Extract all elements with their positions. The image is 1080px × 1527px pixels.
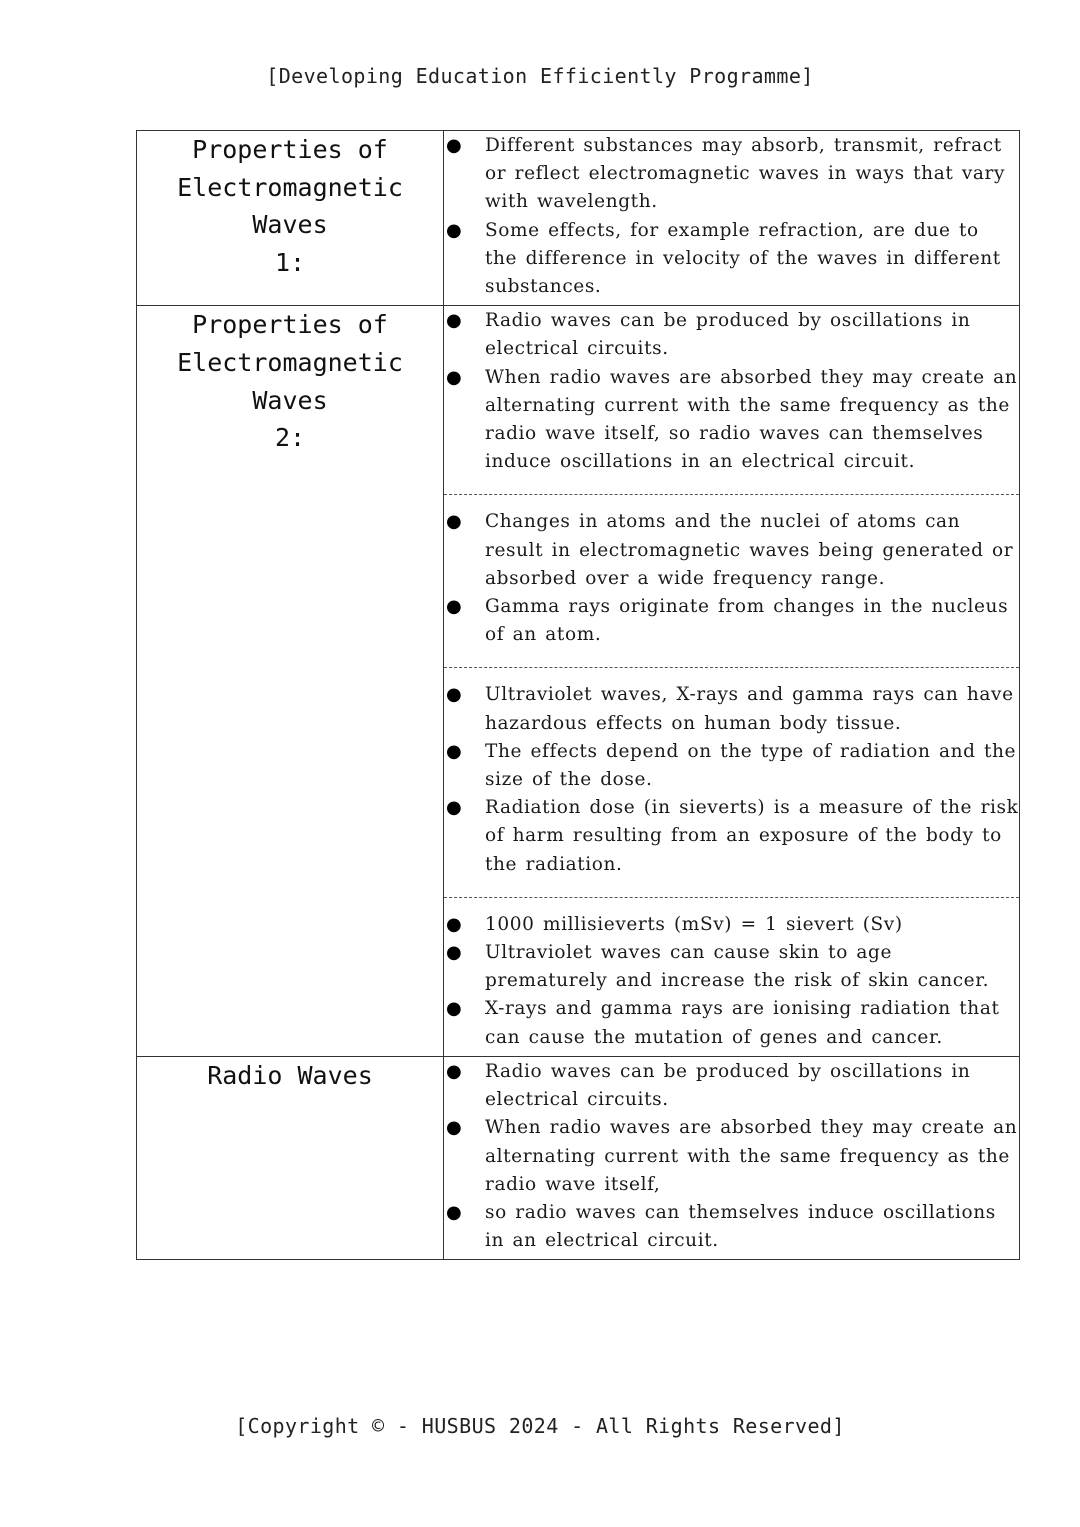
bullet-dot-icon: ● [446, 942, 463, 964]
bullet-text: Radio waves can be produced by oscillations in electrical circuits. [485, 1060, 971, 1111]
bullet-text: Some effects, for example refraction, are due to the difference in velocity of the waves in different substances. [485, 219, 1001, 298]
bullet-text: Changes in atoms and the nuclei of atoms can result in electromagnetic waves being generated or absorbed over a wide frequency range. [485, 511, 1014, 589]
bullet-point [444, 593, 1019, 649]
page-footer: [Copyright © - HUSBUS 2024 - All Rights Reserved] [235, 1414, 845, 1438]
bullet-dot-icon: ● [446, 740, 463, 762]
bullet-dot-icon: ● [446, 135, 463, 156]
topic-title-line: 2: [274, 423, 306, 453]
bullet-point [444, 681, 1019, 737]
bullet-point [444, 1058, 1019, 1114]
bullet-text: The effects depend on the type of radiation and the size of the dose. [485, 740, 1017, 791]
page-header: [Developing Education Efficiently Programme] [266, 64, 814, 88]
bullet-text: Radio waves can be produced by oscillations in electrical circuits. [485, 310, 971, 360]
bullet-dot-icon: ● [446, 511, 463, 533]
bullet-text: When radio waves are absorbed they may create an alternating current with the same frequency as the radio wave itself, [485, 1117, 1018, 1195]
bullet-point [444, 217, 1019, 302]
bullet-point [444, 1199, 1019, 1255]
bullet-group [444, 897, 1019, 1056]
bullet-group [444, 494, 1019, 653]
bullet-group [444, 1057, 1019, 1259]
topic-title-line: Electromagnetic [177, 347, 403, 377]
topic-cell [137, 131, 444, 306]
bullet-group [444, 131, 1019, 305]
bullet-group [444, 306, 1019, 480]
bullet-dot-icon: ● [446, 219, 463, 241]
bullet-point [444, 1114, 1019, 1199]
topic-title-line: Radio Waves [207, 1060, 373, 1090]
bullet-dot-icon: ● [446, 1201, 463, 1223]
bullet-dot-icon: ● [446, 310, 463, 332]
bullet-text: Ultraviolet waves can cause skin to age prematurely and increase the risk of skin cancer. [485, 942, 990, 992]
bullet-point [444, 995, 1019, 1051]
topic-cell [137, 306, 444, 1057]
bullet-point [444, 508, 1019, 593]
bullet-point [444, 794, 1019, 879]
bullet-text: so radio waves can themselves induce oscillations in an electrical circuit. [485, 1201, 996, 1252]
table-row [137, 1056, 1020, 1259]
bullet-text: Radiation dose (in sieverts) is a measure of the risk of harm resulting from an exposure of the body to the radiation. [485, 797, 1019, 875]
bullet-text: Gamma rays originate from changes in the nucleus of an atom. [485, 596, 1009, 646]
bullet-dot-icon: ● [446, 596, 463, 618]
topic-title-line: Waves [252, 210, 328, 240]
bullet-dot-icon: ● [446, 684, 463, 706]
notes-table-body [137, 131, 1020, 1260]
bullet-point [444, 307, 1019, 363]
content-cell [444, 306, 1020, 1057]
topic-title-line: Waves [252, 385, 328, 415]
content-cell [444, 131, 1020, 306]
bullet-dot-icon: ● [446, 998, 463, 1020]
topic-title-line: Properties of [192, 310, 388, 340]
bullet-text: Different substances may absorb, transmit, refract or reflect electromagnetic waves in ways that vary with wavelength. [485, 135, 1006, 213]
bullet-point [444, 738, 1019, 794]
bullet-point [444, 132, 1019, 217]
content-cell [444, 1056, 1020, 1259]
bullet-point [444, 364, 1019, 477]
bullet-text: Ultraviolet waves, X-rays and gamma rays can have hazardous effects on human body tissue. [485, 684, 1014, 734]
notes-table [136, 130, 1020, 1260]
topic-title-line: Electromagnetic [177, 172, 403, 202]
bullet-dot-icon: ● [446, 797, 463, 819]
bullet-dot-icon: ● [446, 913, 463, 935]
topic-title-line: Properties of [192, 135, 388, 164]
bullet-group [444, 667, 1019, 882]
bullet-point [444, 939, 1019, 995]
table-row [137, 306, 1020, 1057]
bullet-text: X-rays and gamma rays are ionising radiation that can cause the mutation of genes and cancer. [485, 998, 1000, 1048]
bullet-dot-icon: ● [446, 1060, 463, 1082]
bullet-text: 1000 millisieverts (mSv) = 1 sievert (Sv) [485, 913, 903, 935]
bullet-text: When radio waves are absorbed they may create an alternating current with the same frequency as the radio wave itself, so radio waves can themselves induce oscillations in an electrical circuit. [485, 366, 1018, 473]
bullet-dot-icon: ● [446, 366, 463, 388]
bullet-dot-icon: ● [446, 1117, 463, 1139]
table-row [137, 131, 1020, 306]
topic-cell [137, 1056, 444, 1259]
bullet-point [444, 911, 1019, 939]
topic-title-line: 1: [274, 248, 306, 278]
